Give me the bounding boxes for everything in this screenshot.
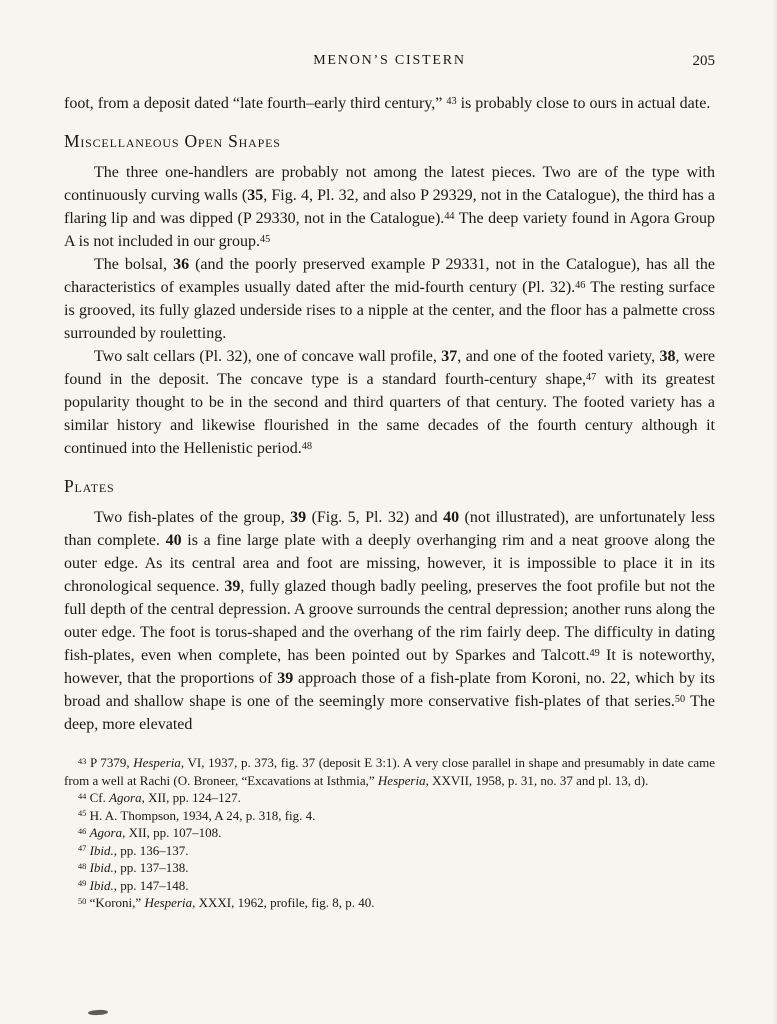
- text-run: , XII, pp. 107–108.: [122, 825, 222, 840]
- text-run: “Koroni,”: [86, 895, 145, 910]
- footnote-ref: 48: [301, 440, 312, 452]
- text-run: (Fig. 5, Pl. 32) and: [306, 509, 444, 526]
- text-run: , XXVII, 1958, p. 31, no. 37 and pl. 13, d).: [425, 772, 649, 788]
- footnote: [64, 894, 715, 912]
- italic-title: Hesperia: [133, 755, 181, 770]
- section-heading: Plates: [64, 476, 115, 496]
- catalogue-number: 39: [290, 509, 307, 526]
- catalogue-number: 36: [173, 256, 190, 273]
- text-run: The three one-handlers are probably not among the latest pieces. Two are of the type with continuously curving walls (: [64, 164, 715, 204]
- text-run: , and one of the footed variety,: [457, 348, 660, 365]
- paragraph: [64, 92, 715, 115]
- page-number: 205: [692, 53, 715, 69]
- footnote-ref: 45: [259, 233, 271, 245]
- footnote: [64, 842, 715, 860]
- text-run: The bolsal,: [94, 256, 174, 273]
- footnote-ref: 46: [575, 279, 586, 291]
- scan-artifact: [88, 1009, 108, 1015]
- paragraph: [64, 345, 715, 460]
- catalogue-number: 38: [659, 348, 676, 365]
- footnote-number: 43: [78, 756, 87, 766]
- catalogue-number: 40: [443, 509, 460, 526]
- text-run: is a fine large plate with a deeply overhanging rim and a neat groove along the outer edge. As its central area and foot are missing, however, it is impossible to place it in its chronological sequence.: [64, 532, 715, 595]
- italic-title: Agora: [89, 825, 123, 840]
- text-run: The deep variety found in Agora Group A is not included in our group.: [64, 210, 715, 250]
- text-run: , fully glazed though badly peeling, preserves the foot profile but not the full depth of the central depression. A groove surrounds the central depression; another runs along the outer edge. The foot is torus-shaped and the overhang of the rim fairly deep. The difficulty in dating fish-plates, even when complete, has been pointed out by Sparkes and Talcott.: [64, 578, 715, 664]
- footnote: [64, 824, 715, 842]
- catalogue-number: 40: [165, 532, 182, 549]
- text-run: is probably close to ours in actual date.: [456, 95, 711, 112]
- text-run: (and the poorly preserved example P 29331, not in the Catalogue), has all the characteristics of examples usually dated after the mid-fourth century (Pl. 32).: [64, 256, 716, 296]
- section-heading: Miscellaneous Open Shapes: [64, 131, 281, 151]
- footnote-number: 44: [78, 791, 87, 801]
- text-run: P 7379,: [86, 755, 134, 770]
- footnote-ref: 44: [444, 210, 455, 222]
- footnote: [64, 754, 715, 789]
- text-run: It is noteworthy, however, that the proportions of: [64, 647, 716, 687]
- footnote-ref: 43: [446, 95, 457, 107]
- italic-title: Ibid.: [89, 860, 114, 875]
- paragraph: [64, 506, 715, 736]
- text-run: , pp. 147–148.: [113, 877, 189, 893]
- footnote-number: 45: [78, 809, 87, 819]
- footnote-ref: 47: [586, 371, 597, 383]
- footnote-ref: 49: [589, 647, 600, 659]
- footnote-number: 48: [78, 861, 87, 871]
- text-run: (not illustrated), are unfortunately less than complete.: [64, 509, 716, 549]
- paragraph: [64, 161, 715, 253]
- text-run: Two fish-plates of the group,: [94, 509, 291, 526]
- footnote: [64, 807, 715, 825]
- catalogue-number: 39: [224, 578, 241, 595]
- text-run: The resting surface is grooved, its fully glazed underside rises to a nipple at the center, and the floor has a palmette cross surrounded by rouletting.: [64, 279, 715, 342]
- footnote: [64, 859, 715, 877]
- footnotes: [64, 754, 715, 912]
- text-run: , VI, 1937, p. 373, fig. 37 (deposit E 3:1). A very close parallel in shape and presumably in date came from a well at Rachi (O. Broneer, “Excavations at Isthmia,”: [64, 755, 716, 788]
- text-run: foot, from a deposit dated “late fourth–early third century,”: [64, 95, 447, 112]
- italic-title: Ibid.: [89, 842, 114, 858]
- footnote-number: 50: [78, 896, 87, 906]
- footnote-ref: 50: [674, 693, 686, 705]
- text-run: , Fig. 4, Pl. 32, and also P 29329, not in the Catalogue), the third has a flaring lip and was dipped (P 29330, not in the Catalogue).: [64, 187, 715, 227]
- paragraph: [64, 253, 715, 345]
- text-run: , XII, pp. 124–127.: [141, 790, 241, 805]
- italic-title: Hesperia: [144, 895, 193, 910]
- text-run: , pp. 136–137.: [113, 842, 189, 858]
- catalogue-number: 37: [441, 348, 458, 365]
- catalogue-number: 39: [277, 670, 294, 687]
- text-run: Cf.: [86, 790, 110, 805]
- page-title: MENON’S CISTERN: [313, 53, 466, 68]
- text-run: , pp. 137–138.: [113, 860, 189, 875]
- running-head: [64, 52, 715, 70]
- text-run: , XXXI, 1962, profile, fig. 8, p. 40.: [192, 895, 375, 910]
- footnote-number: 49: [78, 879, 87, 889]
- text-run: with its greatest popularity thought to be in the second and third quarters of that century. The footed variety has a similar history and likewise flourished in the same decades of the fourth century although it continued into the Hellenistic period.: [64, 371, 715, 457]
- footnote-number: 46: [78, 826, 87, 836]
- footnote: [64, 877, 715, 895]
- text-run: Two salt cellars (Pl. 32), one of concave wall profile,: [94, 348, 442, 365]
- text-run: The deep, more elevated: [64, 693, 715, 733]
- text-run: H. A. Thompson, 1934, A 24, p. 318, fig. 4.: [86, 807, 316, 823]
- footnote-number: 47: [78, 844, 87, 854]
- italic-title: Ibid.: [89, 877, 114, 893]
- footnote: [64, 789, 715, 807]
- italic-title: Hesperia: [377, 772, 426, 788]
- catalogue-number: 35: [247, 187, 264, 204]
- body-text: [64, 92, 715, 736]
- text-run: approach those of a fish-plate from Koroni, no. 22, which by its broad and shallow shape is one of the seemingly more conservative fish-plates of that series.: [64, 670, 716, 710]
- italic-title: Agora: [109, 790, 142, 805]
- text-run: , were found in the deposit. The concave type is a standard fourth-century shape,: [64, 348, 715, 388]
